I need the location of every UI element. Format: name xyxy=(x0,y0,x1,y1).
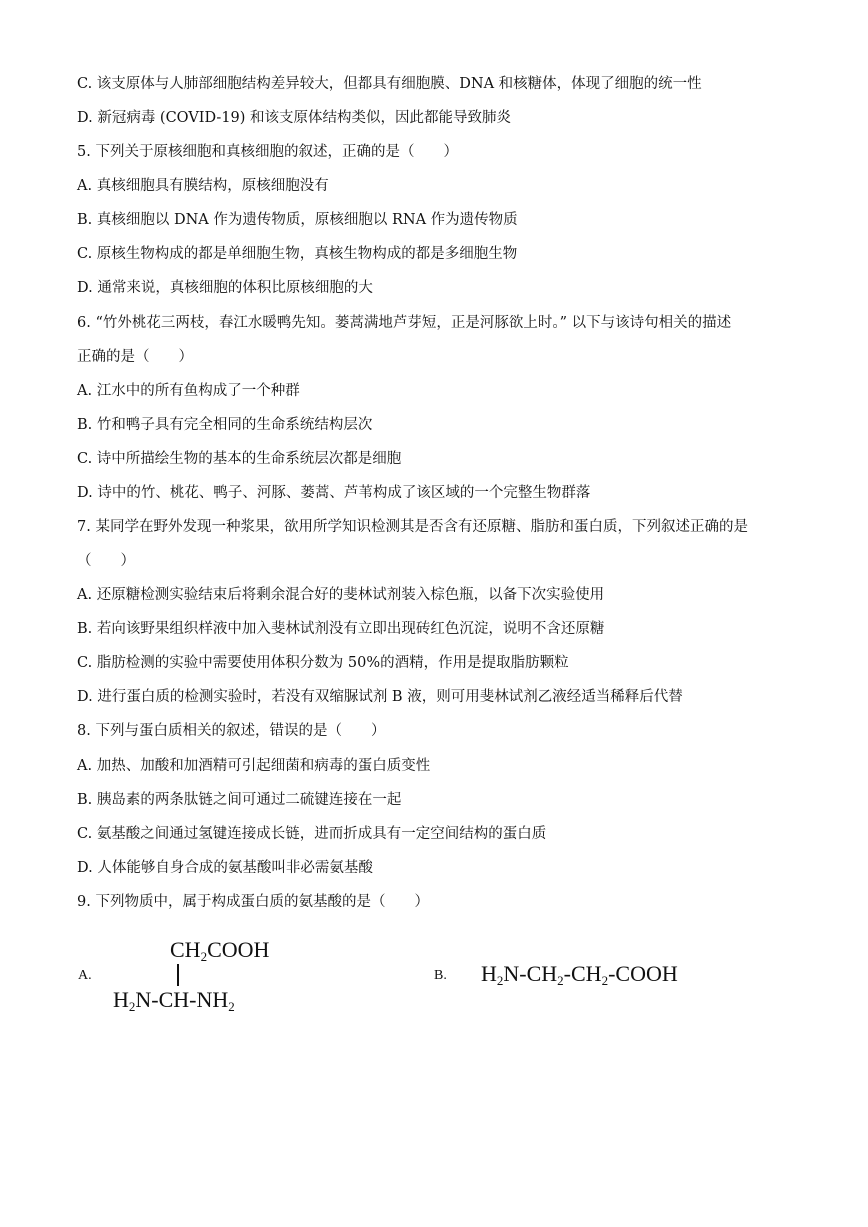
text-line: 正确的是（ ） xyxy=(77,349,193,365)
text-line: C. 氨基酸之间通过氢键连接成长链，进而折成具有一定空间结构的蛋白质 xyxy=(77,826,547,842)
text-line: D. 进行蛋白质的检测实验时，若没有双缩脲试剂 B 液，则可用斐林试剂乙液经适当稀释后代替 xyxy=(77,689,683,705)
text-line: D. 新冠病毒 (COVID-19) 和该支原体结构类似，因此都能导致肺炎 xyxy=(77,110,512,126)
question-9-stem: 9. 下列物质中，属于构成蛋白质的氨基酸的是（ ） xyxy=(77,894,429,910)
text-line: （ ） xyxy=(77,553,135,569)
text-line: B. 胰岛素的两条肽链之间可通过二硫键连接在一起 xyxy=(77,792,402,808)
question-8-stem: 8. 下列与蛋白质相关的叙述，错误的是（ ） xyxy=(77,723,386,739)
text-line: B. 若向该野果组织样液中加入斐林试剂没有立即出现砖红色沉淀，说明不含还原糖 xyxy=(77,621,605,637)
text-line: A. 江水中的所有鱼构成了一个种群 xyxy=(77,383,300,399)
text-line: A. 还原糖检测实验结束后将剩余混合好的斐林试剂装入棕色瓶，以备下次实验使用 xyxy=(77,587,605,603)
option-a-bond xyxy=(177,964,179,986)
text-line: D. 人体能够自身合成的氨基酸叫非必需氨基酸 xyxy=(77,860,373,876)
text-line: C. 该支原体与人肺部细胞结构差异较大，但都具有细胞膜、DNA 和核糖体，体现了细胞的统一性 xyxy=(77,76,702,92)
question-5-stem: 5. 下列关于原核细胞和真核细胞的叙述，正确的是（ ） xyxy=(77,144,458,160)
text-line: A. 真核细胞具有膜结构，原核细胞没有 xyxy=(77,178,329,194)
option-a-label: A. xyxy=(78,968,92,983)
option-a-formula-bottom: $H_2N-CH-NH_2$ xyxy=(113,987,235,1014)
text-line: B. 竹和鸭子具有完全相同的生命系统结构层次 xyxy=(77,417,373,433)
option-a-formula-top: $CH_2COOH$ xyxy=(170,937,270,964)
question-7-stem: 7. 某同学在野外发现一种浆果，欲用所学知识检测其是否含有还原糖、脂肪和蛋白质，下列叙述正确的是 xyxy=(77,519,748,535)
text-line: D. 通常来说，真核细胞的体积比原核细胞的大 xyxy=(77,280,373,296)
option-b-label: B. xyxy=(434,968,447,983)
text-line: C. 脂肪检测的实验中需要使用体积分数为 50%的酒精，作用是提取脂肪颗粒 xyxy=(77,655,569,671)
option-b-formula: $H_2N-CH_2-CH_2$-COOH xyxy=(481,961,678,988)
text-line: A. 加热、加酸和加酒精可引起细菌和病毒的蛋白质变性 xyxy=(77,758,431,774)
text-line: B. 真核细胞以 DNA 作为遗传物质，原核细胞以 RNA 作为遗传物质 xyxy=(77,212,518,228)
text-line: D. 诗中的竹、桃花、鸭子、河豚、蒌蒿、芦苇构成了该区域的一个完整生物群落 xyxy=(77,485,591,501)
question-6-stem: 6. “竹外桃花三两枝，春江水暖鸭先知。蒌蒿满地芦芽短，正是河豚欲上时。” 以下与该诗句相关的描述 xyxy=(77,315,732,331)
text-line: C. 原核生物构成的都是单细胞生物，真核生物构成的都是多细胞生物 xyxy=(77,246,518,262)
text-line: C. 诗中所描绘生物的基本的生命系统层次都是细胞 xyxy=(77,451,402,467)
